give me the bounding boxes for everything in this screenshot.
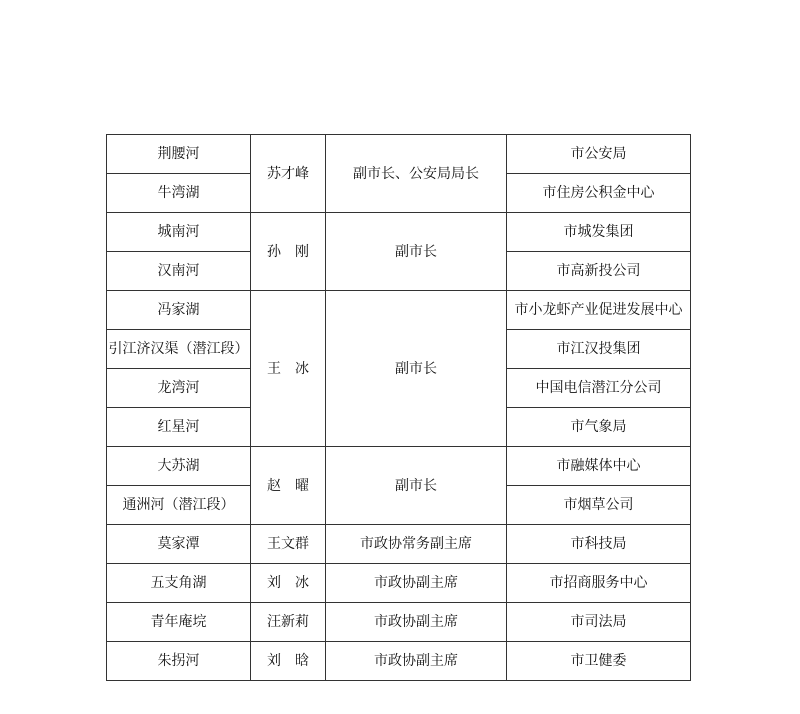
leader-name-cell: 苏才峰: [251, 135, 326, 213]
water-body-cell: 城南河: [107, 213, 251, 252]
river-chief-assignment-table: [106, 134, 691, 681]
table-row: [107, 135, 691, 174]
responsible-unit-cell: 市公安局: [507, 135, 691, 174]
water-body-cell: 引江济汉渠（潜江段）: [107, 330, 251, 369]
table-row: [107, 291, 691, 330]
leader-title-cell: 市政协副主席: [326, 603, 507, 642]
water-body-cell: 牛湾湖: [107, 174, 251, 213]
leader-name-cell: 王 冰: [251, 291, 326, 447]
water-body-cell: 通洲河（潜江段）: [107, 486, 251, 525]
responsible-unit-cell: 市卫健委: [507, 642, 691, 681]
leader-title-cell: 副市长: [326, 291, 507, 447]
responsible-unit-cell: 市气象局: [507, 408, 691, 447]
table-row: [107, 447, 691, 486]
leader-name-cell: 孙 刚: [251, 213, 326, 291]
water-body-cell: 青年庵垸: [107, 603, 251, 642]
table-row: [107, 564, 691, 603]
leader-name-cell: 刘 晗: [251, 642, 326, 681]
table-row: [107, 525, 691, 564]
responsible-unit-cell: 市招商服务中心: [507, 564, 691, 603]
table-row: [107, 603, 691, 642]
leader-title-cell: 副市长: [326, 213, 507, 291]
responsible-unit-cell: 市司法局: [507, 603, 691, 642]
table-row: [107, 642, 691, 681]
water-body-cell: 红星河: [107, 408, 251, 447]
responsible-unit-cell: 市住房公积金中心: [507, 174, 691, 213]
water-body-cell: 大苏湖: [107, 447, 251, 486]
leader-name-cell: 赵 曜: [251, 447, 326, 525]
leader-title-cell: 副市长、公安局局长: [326, 135, 507, 213]
responsible-unit-cell: 中国电信潜江分公司: [507, 369, 691, 408]
water-body-cell: 五支角湖: [107, 564, 251, 603]
responsible-unit-cell: 市科技局: [507, 525, 691, 564]
leader-title-cell: 市政协副主席: [326, 642, 507, 681]
responsible-unit-cell: 市小龙虾产业促进发展中心: [507, 291, 691, 330]
leader-title-cell: 市政协副主席: [326, 564, 507, 603]
water-body-cell: 莫家潭: [107, 525, 251, 564]
leader-name-cell: 王文群: [251, 525, 326, 564]
water-body-cell: 朱拐河: [107, 642, 251, 681]
responsible-unit-cell: 市融媒体中心: [507, 447, 691, 486]
responsible-unit-cell: 市江汉投集团: [507, 330, 691, 369]
leader-name-cell: 刘 冰: [251, 564, 326, 603]
water-body-cell: 龙湾河: [107, 369, 251, 408]
table-row: [107, 213, 691, 252]
water-body-cell: 汉南河: [107, 252, 251, 291]
leader-name-cell: 汪新莉: [251, 603, 326, 642]
responsible-unit-cell: 市城发集团: [507, 213, 691, 252]
leader-title-cell: 副市长: [326, 447, 507, 525]
water-body-cell: 荆腰河: [107, 135, 251, 174]
responsible-unit-cell: 市烟草公司: [507, 486, 691, 525]
responsible-unit-cell: 市高新投公司: [507, 252, 691, 291]
water-body-cell: 冯家湖: [107, 291, 251, 330]
leader-title-cell: 市政协常务副主席: [326, 525, 507, 564]
